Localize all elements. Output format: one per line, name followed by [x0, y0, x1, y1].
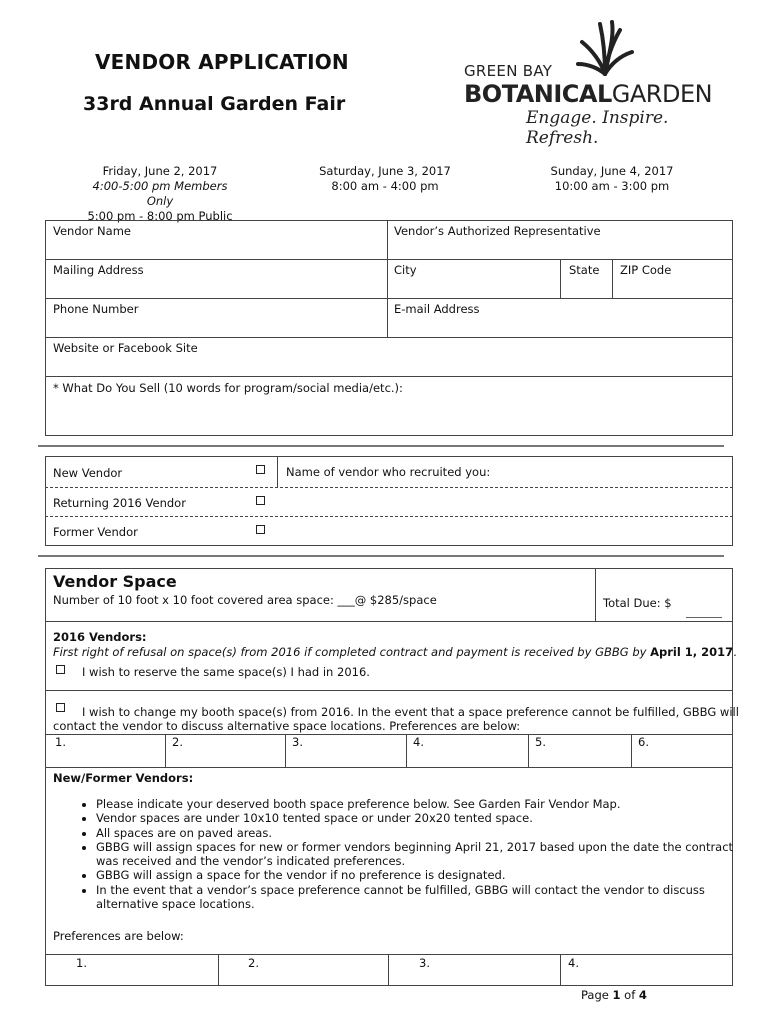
city-field[interactable]: City [394, 263, 417, 277]
pref-2016-2[interactable]: 2. [172, 735, 183, 749]
total-due-field[interactable]: Total Due: $ [603, 596, 672, 610]
zip-field[interactable]: ZIP Code [620, 263, 672, 277]
pref-2016-3[interactable]: 3. [292, 735, 303, 749]
returning-vendor-label: Returning 2016 Vendor [53, 496, 186, 510]
pref-new-2[interactable]: 2. [248, 956, 259, 970]
mailing-address-field[interactable]: Mailing Address [53, 263, 144, 277]
pref-2016-1[interactable]: 1. [55, 735, 66, 749]
list-item: • In the event that a vendor’s space preference cannot be fulfilled, GBBG will contact the vendor to discuss alternative space locations. [96, 883, 756, 912]
friday-schedule: Friday, June 2, 2017 4:00-5:00 pm Members Only 5:00 pm - 8:00 pm Public [87, 164, 233, 223]
page-number: Page 1 of 4 [581, 988, 647, 1002]
list-item: • GBBG will assign a space for the vendor if no preference is designated. [96, 868, 756, 882]
state-field[interactable]: State [569, 263, 600, 277]
list-item: • All spaces are on paved areas. [96, 826, 756, 840]
logo-line1: GREEN BAY [464, 62, 553, 80]
vendor-name-field[interactable]: Vendor Name [53, 224, 131, 238]
instructions-list [74, 797, 756, 911]
vendor-info-table [45, 220, 733, 436]
pref-2016-6[interactable]: 6. [638, 735, 649, 749]
phone-field[interactable]: Phone Number [53, 302, 139, 316]
vendors-2016-title: 2016 Vendors: [53, 630, 147, 644]
recruited-by-field[interactable]: Name of vendor who recruited you: [286, 465, 491, 479]
page-subtitle: 33rd Annual Garden Fair [83, 93, 346, 115]
pref-new-3[interactable]: 3. [419, 956, 430, 970]
pref-new-1[interactable]: 1. [76, 956, 87, 970]
pref-new-4[interactable]: 4. [568, 956, 579, 970]
new-former-title: New/Former Vendors: [53, 771, 194, 785]
change-space-label-cont: contact the vendor to discuss alternative space locations. Preferences are below: [53, 719, 521, 733]
section-divider [38, 555, 724, 557]
authorized-rep-field[interactable]: Vendor’s Authorized Representative [394, 224, 601, 238]
what-sell-field[interactable]: * What Do You Sell (10 words for program/social media/etc.): [53, 381, 403, 395]
returning-vendor-checkbox[interactable] [256, 496, 265, 505]
change-space-checkbox[interactable] [56, 703, 65, 712]
logo-line2: BOTANICALGARDEN [464, 80, 713, 108]
logo-tagline: Engage. Inspire. Refresh. [526, 108, 669, 148]
list-item: • Please indicate your deserved booth space preference below. See Garden Fair Vendor Map. [96, 797, 756, 811]
saturday-schedule: Saturday, June 3, 2017 8:00 am - 4:00 pm [319, 164, 451, 193]
reserve-same-checkbox[interactable] [56, 665, 65, 674]
former-vendor-checkbox[interactable] [256, 525, 265, 534]
sunday-schedule: Sunday, June 4, 2017 10:00 am - 3:00 pm [550, 164, 674, 193]
list-item: • GBBG will assign spaces for new or former vendors beginning April 21, 2017 based upon the date the contract was received and the vendor’s indicated preferences. [96, 840, 756, 869]
reserve-same-label: I wish to reserve the same space(s) I had in 2016. [82, 665, 370, 679]
prefs-below-label: Preferences are below: [53, 929, 184, 943]
first-right-text: First right of refusal on space(s) from 2016 if completed contract and payment is received by GBBG by April 1, 2017. [53, 645, 737, 659]
new-vendor-checkbox[interactable] [256, 465, 265, 474]
website-field[interactable]: Website or Facebook Site [53, 341, 198, 355]
page-title: VENDOR APPLICATION [95, 50, 349, 74]
change-space-label: I wish to change my booth space(s) from 2016. In the event that a space preference cannot be fulfilled, GBBG will [82, 705, 739, 719]
botanical-garden-logo [462, 20, 732, 148]
former-vendor-label: Former Vendor [53, 525, 138, 539]
new-vendor-label: New Vendor [53, 466, 123, 480]
plant-leaves-icon [574, 20, 636, 76]
pref-2016-4[interactable]: 4. [413, 735, 424, 749]
list-item: • Vendor spaces are under 10x10 tented space or under 20x20 tented space. [96, 811, 756, 825]
spaces-quantity-field[interactable]: Number of 10 foot x 10 foot covered area space: ___@ $285/space [53, 593, 437, 607]
email-field[interactable]: E-mail Address [394, 302, 480, 316]
vendor-space-title: Vendor Space [53, 572, 177, 591]
pref-2016-5[interactable]: 5. [535, 735, 546, 749]
section-divider [38, 445, 724, 447]
